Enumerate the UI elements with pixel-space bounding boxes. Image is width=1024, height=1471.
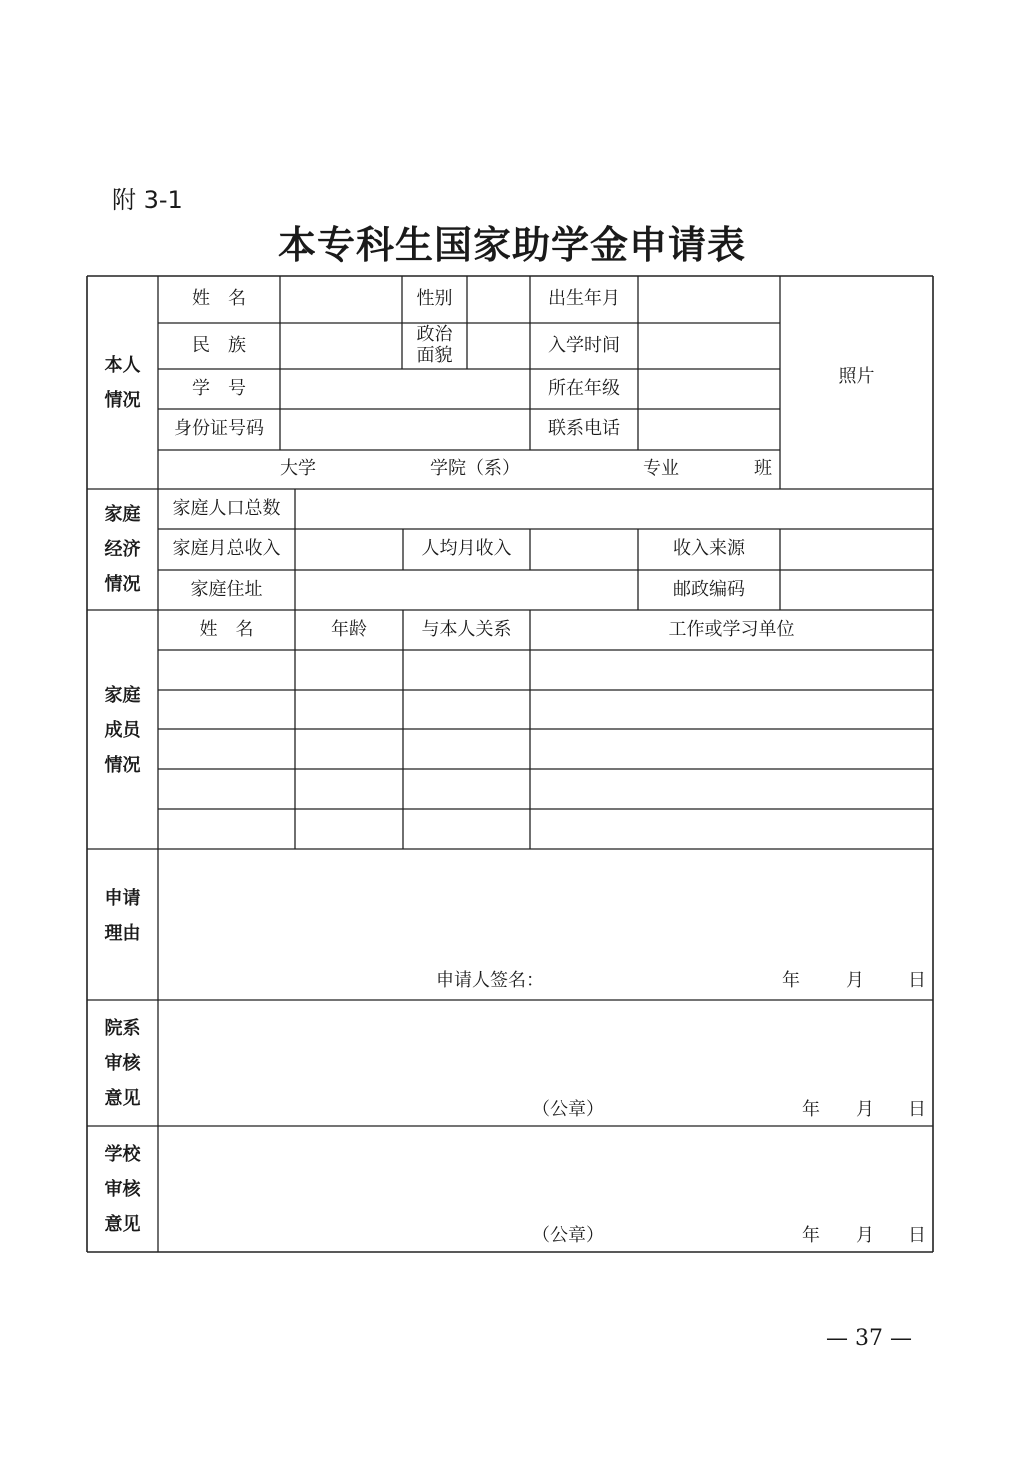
name-label: 姓 名: [192, 288, 246, 310]
grade-label: 所在年级: [548, 377, 620, 399]
family-header-name: 姓 名: [199, 618, 254, 640]
reason-month: 月: [846, 970, 864, 991]
form-title: 本专科生国家助学金申请表: [277, 222, 746, 267]
section-dept-review: [87, 1000, 158, 1126]
dept-review-field[interactable]: [158, 1000, 933, 1090]
name-field[interactable]: [280, 276, 402, 323]
enroll-label: 入学时间: [548, 334, 620, 356]
income-source-label: 收入来源: [673, 538, 745, 560]
section-dept-line-3: 意见: [104, 1087, 141, 1109]
section-school-line-2: 审核: [104, 1178, 141, 1200]
section-family-line-1: 家庭: [104, 684, 141, 706]
section-reason: [87, 849, 158, 1000]
section-reason-line-1: 申请: [104, 887, 141, 909]
reason-field[interactable]: [158, 849, 933, 964]
section-family: [87, 650, 158, 810]
signature-label: 申请人签名：: [436, 970, 544, 991]
section-personal-line-1: 本人: [104, 354, 141, 376]
political-field[interactable]: [467, 323, 530, 369]
section-personal: [87, 276, 158, 489]
dept-day: 日: [908, 1099, 926, 1120]
id-card-label: 身份证号码: [174, 418, 264, 440]
section-school-review: [87, 1126, 158, 1252]
section-personal-line-2: 情况: [104, 389, 141, 411]
student-id-field[interactable]: [280, 369, 530, 409]
section-family-line-2: 成员: [104, 719, 141, 741]
section-school-line-3: 意见: [104, 1213, 141, 1235]
birth-label: 出生年月: [548, 288, 620, 310]
school-year: 年: [802, 1225, 820, 1246]
page-label: 附 3-1: [112, 186, 183, 214]
birth-field[interactable]: [638, 276, 780, 323]
reason-day: 日: [908, 970, 926, 991]
address-field[interactable]: [295, 570, 638, 610]
class-label: 班: [754, 458, 772, 480]
grade-field[interactable]: [638, 369, 780, 409]
section-economy: [87, 489, 158, 610]
postcode-field[interactable]: [780, 570, 933, 610]
monthly-income-field[interactable]: [295, 529, 403, 570]
address-label: 家庭住址: [190, 578, 263, 600]
section-economy-line-1: 家庭: [104, 504, 141, 525]
college-label: 学院（系）: [430, 458, 520, 480]
per-capita-field[interactable]: [530, 529, 638, 570]
dept-seal: （公章）: [532, 1099, 604, 1120]
section-economy-line-3: 情况: [104, 574, 141, 595]
gender-label: 性别: [416, 288, 453, 310]
enroll-field[interactable]: [638, 323, 780, 369]
gender-field[interactable]: [467, 276, 530, 323]
student-id-label: 学 号: [192, 377, 246, 399]
phone-field[interactable]: [638, 409, 780, 450]
population-label: 家庭人口总数: [172, 497, 281, 519]
ethnicity-label: 民 族: [192, 334, 246, 356]
phone-label: 联系电话: [548, 418, 620, 440]
school-seal: （公章）: [532, 1225, 604, 1246]
school-review-field[interactable]: [158, 1126, 933, 1216]
family-header-relation: 与本人关系: [421, 618, 512, 640]
population-field[interactable]: [295, 489, 933, 529]
ethnicity-field[interactable]: [280, 323, 402, 369]
family-header-workplace: 工作或学习单位: [668, 618, 795, 640]
page-number: — 37 —: [826, 1326, 912, 1351]
monthly-income-label: 家庭月总收入: [172, 538, 281, 560]
postcode-label: 邮政编码: [673, 578, 745, 600]
section-dept-line-1: 院系: [104, 1017, 141, 1039]
dept-month: 月: [856, 1099, 874, 1120]
section-family-line-3: 情况: [104, 754, 141, 776]
school-day: 日: [908, 1225, 926, 1246]
political-label: [402, 323, 467, 369]
income-source-field[interactable]: [780, 529, 933, 570]
id-card-field[interactable]: [280, 409, 530, 450]
section-economy-line-2: 经济: [104, 539, 141, 560]
political-label-line-1: 政治: [416, 324, 453, 346]
per-capita-label: 人均月收入: [421, 538, 512, 560]
family-header-age: 年龄: [331, 618, 367, 640]
section-reason-line-2: 理由: [104, 922, 141, 944]
section-dept-line-2: 审核: [104, 1052, 141, 1074]
university-label: 大学: [280, 458, 316, 480]
school-month: 月: [856, 1225, 874, 1246]
political-label-line-2: 面貌: [416, 345, 453, 366]
reason-year: 年: [782, 970, 800, 991]
section-school-line-1: 学校: [104, 1143, 141, 1165]
photo-box[interactable]: 照片: [838, 366, 875, 388]
dept-year: 年: [802, 1099, 820, 1120]
major-label: 专业: [643, 458, 679, 480]
